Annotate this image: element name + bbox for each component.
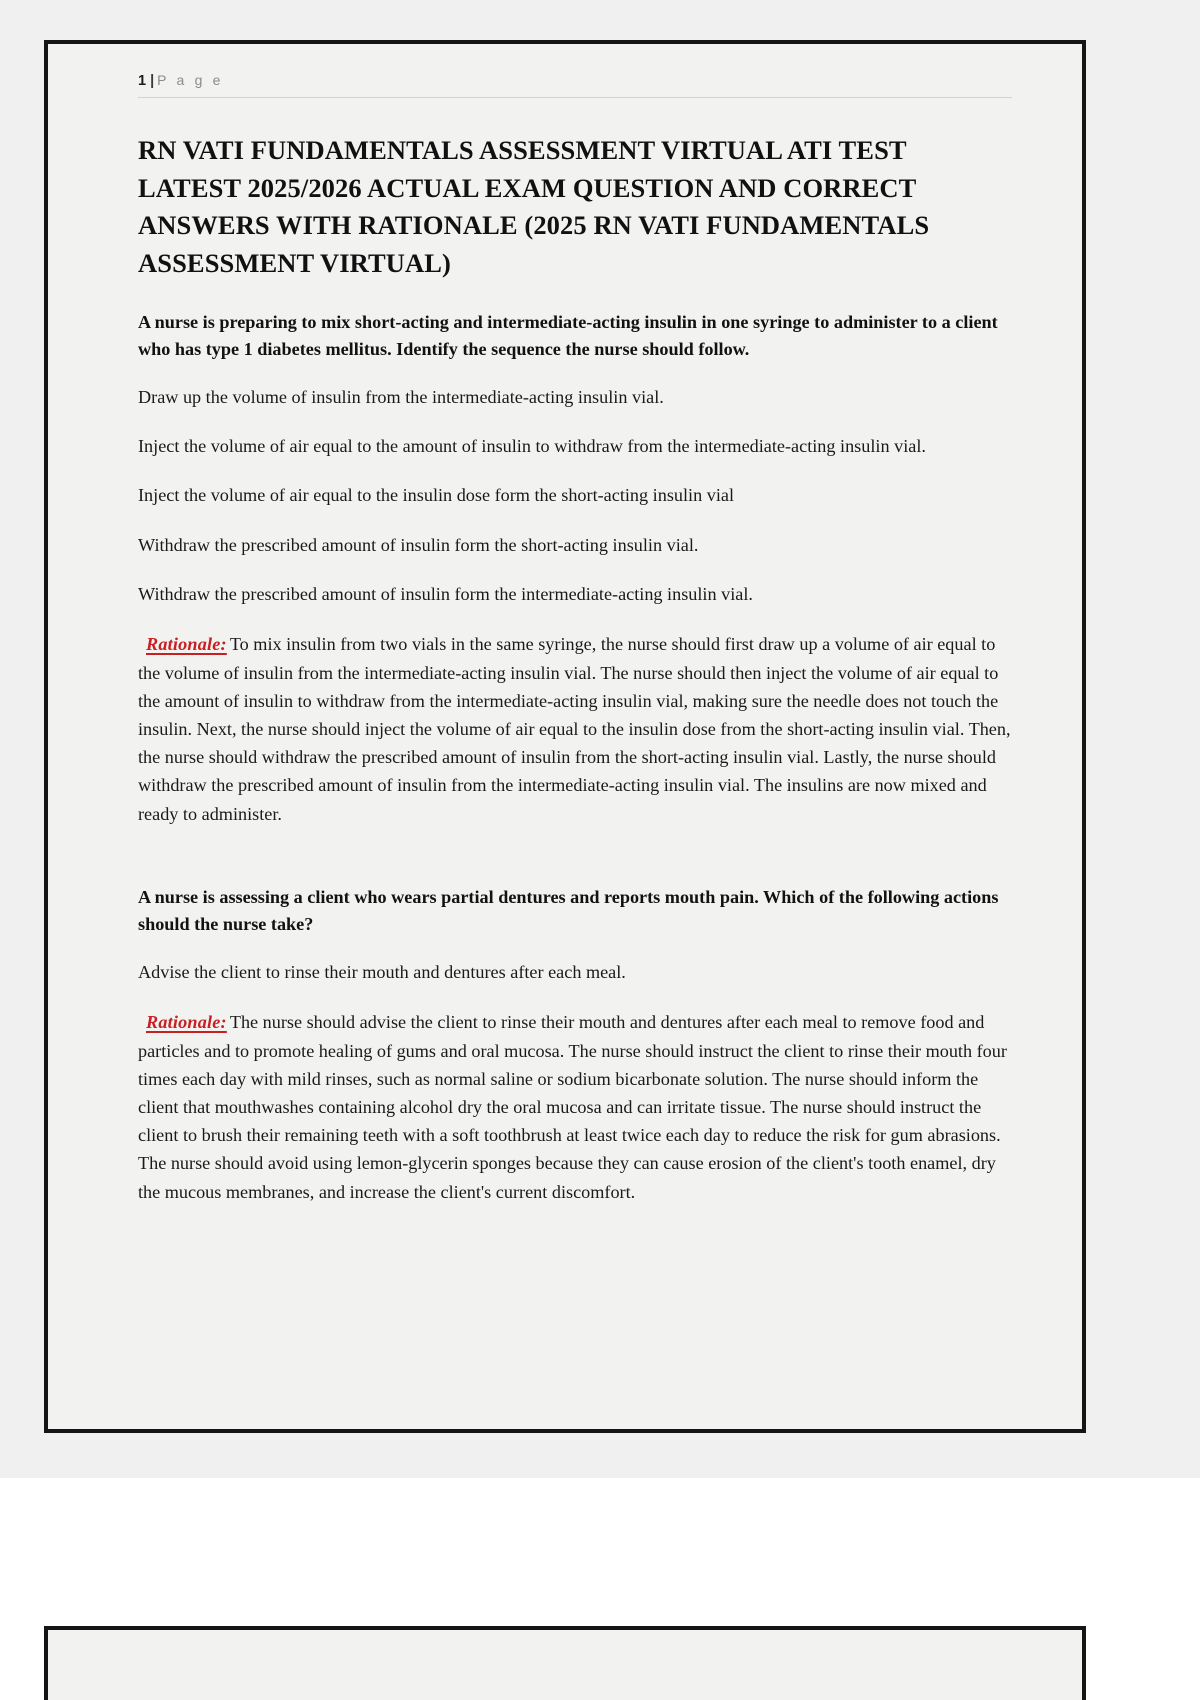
rationale-body: To mix insulin from two vials in the same syringe, the nurse should first draw up a volume of air equal to the volume of insulin from the intermediate-acting insulin vial. The nurse should then inject the volume of air equal to the amount of insulin to withdraw from the intermediate-acting insulin vial, making sure the needle does not touch the insulin. Next, the nurse should inject the volume of air equal to the insulin dose from the short-acting insulin vial. Then, the nurse should withdraw the prescribed amount of insulin from the short-acting insulin vial. Lastly, the nurse should withdraw the prescribed amount of insulin from the intermediate-acting insulin vial. The insulins are now mixed and ready to administer. — [138, 634, 1011, 824]
page-content-area — [138, 72, 1012, 1206]
section-spacer — [138, 828, 1012, 884]
answer-option: Inject the volume of air equal to the insulin dose form the short-acting insulin vial — [138, 485, 735, 506]
question-text-1: A nurse is preparing to mix short-acting and intermediate-acting insulin in one syringe to administer to a client who has type 1 diabetes mellitus. Identify the sequence the nurse should follow. — [138, 311, 998, 360]
running-header — [138, 72, 1012, 98]
document-page-1 — [44, 40, 1086, 1433]
rationale-body: The nurse should advise the client to rinse their mouth and dentures after each meal to remove food and particles and to promote healing of gums and oral mucosa. The nurse should instruct the client to rinse their mouth four times each day with mild rinses, such as normal saline or sodium bicarbonate solution. The nurse should inform the client that mouthwashes containing alcohol dry the oral mucosa and can irritate tissue. The nurse should instruct the client to brush their remaining teeth with a soft toothbrush at least twice each day to reduce the risk for gum abrasions. The nurse should avoid using lemon-glycerin sponges because they can cause erosion of the client's tooth enamel, dry the mucous membranes, and increase the client's current discomfort. — [138, 1012, 1007, 1202]
header-page-word: P a g e — [157, 72, 224, 88]
qa-block-2 — [138, 884, 1012, 1206]
rationale-label: Rationale: — [146, 1012, 227, 1033]
rationale-paragraph-1 — [138, 630, 1012, 827]
rationale-label: Rationale: — [146, 634, 227, 655]
answer-option: Inject the volume of air equal to the amount of insulin to withdraw from the intermediate-acting insulin vial. — [138, 436, 926, 457]
question-text-2: A nurse is assessing a client who wears partial dentures and reports mouth pain. Which of the following actions should the nurse take? — [138, 886, 999, 935]
answer-option: Draw up the volume of insulin from the intermediate-acting insulin vial. — [138, 386, 664, 407]
rationale-paragraph-2 — [138, 1008, 1012, 1205]
page-title: RN VATI FUNDAMENTALS ASSESSMENT VIRTUAL ATI TEST LATEST 2025/2026 ACTUAL EXAM QUESTION AND CORRECT ANSWERS WITH RATIONALE (2025 RN VATI FUNDAMENTALS ASSESSMENT VIRTUAL) — [138, 135, 930, 278]
document-page-2-top-edge — [44, 1626, 1086, 1700]
answer-option: Withdraw the prescribed amount of insulin form the intermediate-acting insulin vial. — [138, 584, 753, 604]
answer-option: Withdraw the prescribed amount of insulin form the short-acting insulin vial. — [138, 534, 699, 555]
qa-block-1 — [138, 309, 1012, 828]
answer-option: Advise the client to rinse their mouth and dentures after each meal. — [138, 962, 626, 983]
header-separator: | — [150, 73, 155, 89]
page-number: 1 — [138, 73, 147, 89]
